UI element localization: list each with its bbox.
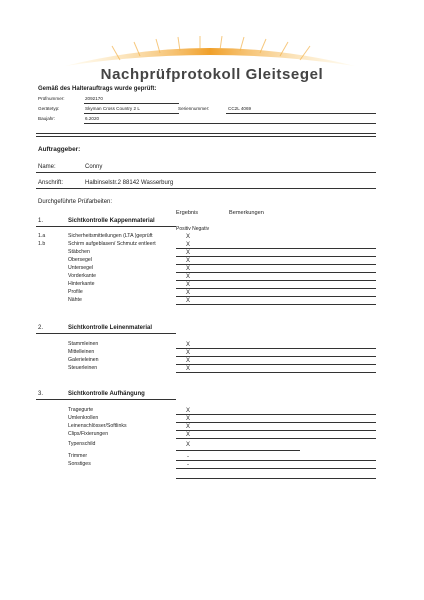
item-number: 1.b (38, 241, 46, 247)
pruefnummer-label: Prüfnummer: (38, 96, 65, 101)
section-title: Sichtkontrolle Aufhängung (68, 391, 145, 397)
item-label: Vorderkante (68, 273, 96, 279)
divider-rule (36, 133, 376, 134)
pruefnummer-value: 2092170 (85, 96, 103, 101)
section-number: 1. (38, 218, 44, 224)
seriennummer-underline (226, 113, 376, 114)
result-mark: X (185, 358, 190, 364)
geraetetyp-label: Gerätetyp: (38, 106, 60, 111)
auftraggeber-heading: Auftraggeber: (38, 146, 81, 153)
result-underline (176, 296, 376, 297)
result-underline (176, 248, 376, 249)
page-title: Nachprüfprotokoll Gleitsegel (100, 66, 324, 83)
item-label: Sonstiges (68, 461, 91, 467)
section-title: Sichtkontrolle Kappenmaterial (68, 218, 155, 224)
result-underline (176, 356, 376, 357)
result-mark: - (187, 462, 189, 468)
item-label: Galerieleinen (68, 357, 99, 363)
result-underline (176, 364, 376, 365)
section-underline (36, 399, 176, 400)
item-label: Sicherheitsmitteilungen (LTA )geprüft (68, 233, 153, 239)
result-mark: X (185, 282, 190, 288)
name-value: Conny (85, 164, 103, 170)
item-label: Mittelleinen (68, 349, 95, 355)
result-underline (176, 422, 376, 423)
item-label: Stäbchen (68, 249, 90, 255)
result-mark: X (185, 298, 190, 304)
name-underline (36, 172, 376, 173)
result-underline (176, 272, 376, 273)
item-label: Stammleinen (68, 341, 99, 347)
name-label: Name: (38, 164, 56, 170)
logo-swoosh (60, 36, 360, 70)
result-mark: X (185, 274, 190, 280)
result-mark: X (185, 408, 190, 414)
section-title: Sichtkontrolle Leinenmaterial (68, 325, 153, 331)
item-label: Obersegel (68, 257, 92, 263)
result-underline (176, 450, 300, 451)
item-label: Leinenschlösser/Softlinks (68, 423, 127, 429)
result-underline (176, 304, 376, 305)
item-label: Schirm aufgeblasen/ Schmutz entleert (68, 241, 156, 247)
item-label: Steuerleinen (68, 365, 98, 371)
seriennummer-value: CC2L 4069 (228, 106, 252, 111)
result-mark: X (185, 342, 190, 348)
empty-line (176, 478, 376, 479)
result-underline (176, 280, 376, 281)
positiv-negativ-header: Positiv Negativ (176, 226, 210, 232)
geraetetyp-underline (84, 113, 179, 114)
section-underline (36, 333, 176, 334)
pruefnummer-underline (84, 103, 179, 104)
anschrift-underline (36, 188, 376, 189)
item-label: Umlenkrollen (68, 415, 99, 421)
result-mark: - (187, 454, 189, 460)
result-mark: X (185, 424, 190, 430)
anschrift-label: Anschrift: (38, 180, 64, 186)
item-label: Nähte (68, 297, 82, 303)
result-underline (176, 430, 376, 431)
result-mark: X (185, 242, 190, 248)
result-mark: X (185, 250, 190, 256)
intro-text: Gemäß des Halterauftrags wurde geprüft: (38, 86, 157, 92)
result-underline (176, 438, 376, 439)
result-underline (176, 414, 376, 415)
section-number: 2. (38, 325, 44, 331)
result-underline (176, 348, 376, 349)
item-label: Tragegurte (68, 407, 94, 413)
item-label: Hinterkante (68, 281, 95, 287)
section-number: 3. (38, 391, 44, 397)
geraetetyp-value: Skyman Cross Country 2 L (85, 106, 140, 111)
anschrift-value: Halbinselstr.2 88142 Wasserburg (85, 180, 174, 186)
result-underline (176, 264, 376, 265)
result-underline (176, 468, 376, 469)
item-label: Profile (68, 289, 83, 295)
seriennummer-label: Seriennummer: (178, 106, 210, 111)
result-underline (176, 256, 376, 257)
result-mark: X (185, 350, 190, 356)
divider-rule (36, 136, 376, 137)
result-underline (176, 372, 376, 373)
result-underline (176, 288, 376, 289)
item-label: Untersegel (68, 265, 94, 271)
result-mark: X (185, 442, 190, 448)
baujahr-underline (84, 123, 376, 124)
baujahr-value: 6.2020 (85, 116, 100, 121)
result-mark: X (185, 416, 190, 422)
result-mark: X (185, 290, 190, 296)
baujahr-label: Baujahr: (38, 116, 56, 121)
result-mark: X (185, 266, 190, 272)
item-label: Typenschild (68, 441, 96, 447)
item-number: 1.a (38, 233, 46, 239)
result-mark: X (185, 258, 190, 264)
result-underline (176, 460, 376, 461)
ergebnis-header: Ergebnis (176, 210, 199, 216)
item-label: Trimmer (68, 453, 88, 459)
result-mark: X (185, 432, 190, 438)
section-underline (36, 226, 176, 227)
result-mark: X (185, 234, 190, 240)
bemerkungen-header: Bemerkungen (229, 210, 264, 216)
pruefarbeiten-heading: Durchgeführte Prüfarbeiten: (38, 199, 113, 205)
result-mark: X (185, 366, 190, 372)
item-label: Clips/Fixierungen (68, 431, 109, 437)
